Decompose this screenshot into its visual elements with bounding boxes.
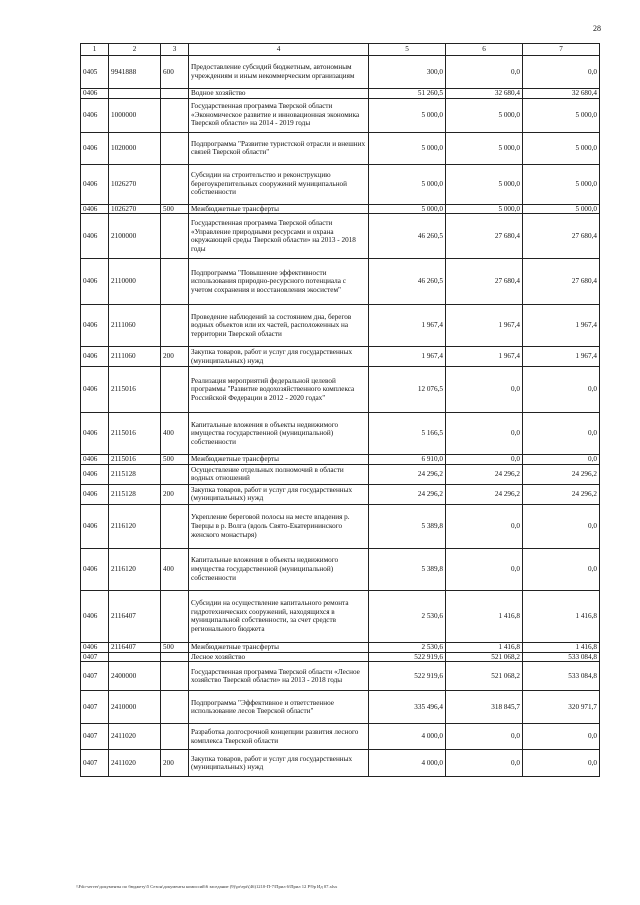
amount-year1-cell: 300,0 bbox=[369, 56, 446, 89]
target-article-cell: 2115128 bbox=[109, 484, 161, 504]
target-article-cell: 2115016 bbox=[109, 367, 161, 413]
amount-year2-cell: 27 680,4 bbox=[446, 214, 523, 259]
table-row bbox=[81, 464, 600, 484]
target-article-cell: 2115016 bbox=[109, 455, 161, 465]
amount-year2-cell: 24 296,2 bbox=[446, 484, 523, 504]
amount-year1-cell: 1 967,4 bbox=[369, 347, 446, 367]
target-article-cell: 2110000 bbox=[109, 259, 161, 305]
table-row bbox=[81, 164, 600, 204]
amount-year2-cell: 0,0 bbox=[446, 367, 523, 413]
amount-year3-cell: 24 296,2 bbox=[523, 464, 600, 484]
amount-year1-cell: 335 496,4 bbox=[369, 691, 446, 724]
section-code-cell: 0405 bbox=[81, 56, 109, 89]
table-row bbox=[81, 56, 600, 89]
amount-year3-cell: 0,0 bbox=[523, 548, 600, 590]
expense-type-cell bbox=[161, 214, 189, 259]
target-article-cell bbox=[109, 89, 161, 99]
amount-year1-cell: 522 919,6 bbox=[369, 652, 446, 662]
amount-year2-cell: 1 416,8 bbox=[446, 590, 523, 642]
section-code-cell: 0406 bbox=[81, 367, 109, 413]
target-article-cell: 2410000 bbox=[109, 691, 161, 724]
target-article-cell: 1020000 bbox=[109, 132, 161, 164]
target-article-cell: 2115016 bbox=[109, 413, 161, 455]
section-code-cell: 0406 bbox=[81, 89, 109, 99]
expense-type-cell bbox=[161, 652, 189, 662]
target-article-cell: 2111060 bbox=[109, 305, 161, 347]
expense-type-cell bbox=[161, 724, 189, 750]
expense-type-cell: 200 bbox=[161, 750, 189, 777]
amount-year3-cell: 0,0 bbox=[523, 367, 600, 413]
table-row bbox=[81, 750, 600, 777]
table-row bbox=[81, 413, 600, 455]
amount-year2-cell: 27 680,4 bbox=[446, 259, 523, 305]
amount-year2-cell: 0,0 bbox=[446, 56, 523, 89]
page-number: 28 bbox=[593, 24, 601, 33]
amount-year3-cell: 24 296,2 bbox=[523, 484, 600, 504]
item-name-cell: Закупка товаров, работ и услуг для государственных (муниципальных) нужд bbox=[189, 750, 369, 777]
item-name-cell: Государственная программа Тверской области «Лесное хозяйство Тверской области» на 2013 - 2018 годы bbox=[189, 662, 369, 691]
table-row bbox=[81, 724, 600, 750]
amount-year1-cell: 1 967,4 bbox=[369, 305, 446, 347]
expense-type-cell: 600 bbox=[161, 56, 189, 89]
table-row bbox=[81, 98, 600, 132]
amount-year2-cell: 0,0 bbox=[446, 548, 523, 590]
expense-type-cell: 200 bbox=[161, 484, 189, 504]
section-code-cell: 0407 bbox=[81, 724, 109, 750]
expense-type-cell: 500 bbox=[161, 204, 189, 214]
amount-year3-cell: 32 680,4 bbox=[523, 89, 600, 99]
section-code-cell: 0406 bbox=[81, 164, 109, 204]
amount-year1-cell: 4 000,0 bbox=[369, 750, 446, 777]
amount-year1-cell: 4 000,0 bbox=[369, 724, 446, 750]
amount-year3-cell: 1 416,8 bbox=[523, 642, 600, 652]
target-article-cell: 2100000 bbox=[109, 214, 161, 259]
target-article-cell: 1026270 bbox=[109, 164, 161, 204]
column-header: 3 bbox=[161, 44, 189, 56]
target-article-cell: 2116407 bbox=[109, 642, 161, 652]
section-code-cell: 0406 bbox=[81, 464, 109, 484]
item-name-cell: Закупка товаров, работ и услуг для государственных (муниципальных) нужд bbox=[189, 347, 369, 367]
amount-year1-cell: 5 389,8 bbox=[369, 504, 446, 548]
amount-year3-cell: 5 000,0 bbox=[523, 98, 600, 132]
amount-year1-cell: 5 000,0 bbox=[369, 132, 446, 164]
table-row bbox=[81, 455, 600, 465]
table-row bbox=[81, 484, 600, 504]
item-name-cell: Межбюджетные трансферты bbox=[189, 204, 369, 214]
target-article-cell: 2116120 bbox=[109, 504, 161, 548]
amount-year3-cell: 0,0 bbox=[523, 724, 600, 750]
item-name-cell: Подпрограмма "Повышение эффективности использования природно-ресурсного потенциала с учетом сохранения и восстановления экосистем" bbox=[189, 259, 369, 305]
item-name-cell: Закупка товаров, работ и услуг для государственных (муниципальных) нужд bbox=[189, 484, 369, 504]
amount-year1-cell: 5 000,0 bbox=[369, 164, 446, 204]
table-row bbox=[81, 662, 600, 691]
amount-year2-cell: 1 416,8 bbox=[446, 642, 523, 652]
target-article-cell: 9941888 bbox=[109, 56, 161, 89]
table-row bbox=[81, 259, 600, 305]
amount-year3-cell: 533 084,8 bbox=[523, 662, 600, 691]
amount-year1-cell: 5 000,0 bbox=[369, 204, 446, 214]
section-code-cell: 0406 bbox=[81, 204, 109, 214]
amount-year2-cell: 0,0 bbox=[446, 413, 523, 455]
amount-year3-cell: 5 000,0 bbox=[523, 204, 600, 214]
expense-type-cell bbox=[161, 367, 189, 413]
table-row bbox=[81, 652, 600, 662]
amount-year1-cell: 5 166,5 bbox=[369, 413, 446, 455]
section-code-cell: 0406 bbox=[81, 548, 109, 590]
table-row bbox=[81, 214, 600, 259]
target-article-cell: 2411020 bbox=[109, 750, 161, 777]
amount-year1-cell: 6 910,0 bbox=[369, 455, 446, 465]
amount-year1-cell: 522 919,6 bbox=[369, 662, 446, 691]
amount-year3-cell: 0,0 bbox=[523, 750, 600, 777]
section-code-cell: 0406 bbox=[81, 305, 109, 347]
section-code-cell: 0406 bbox=[81, 98, 109, 132]
expense-type-cell bbox=[161, 662, 189, 691]
section-code-cell: 0407 bbox=[81, 662, 109, 691]
amount-year2-cell: 5 000,0 bbox=[446, 164, 523, 204]
item-name-cell: Межбюджетные трансферты bbox=[189, 642, 369, 652]
expense-type-cell: 500 bbox=[161, 455, 189, 465]
item-name-cell: Субсидии на строительство и реконструкцию берегоукрепительных сооружений муниципальной собственности bbox=[189, 164, 369, 204]
target-article-cell bbox=[109, 652, 161, 662]
expense-type-cell bbox=[161, 590, 189, 642]
expense-type-cell: 400 bbox=[161, 413, 189, 455]
amount-year2-cell: 0,0 bbox=[446, 455, 523, 465]
table-row bbox=[81, 642, 600, 652]
file-path-footer: \\Fdo-server\документы по бюджету\5 Сезон\документы комиссий\6 заседание (9)\pr\ept\(46)1210-П-7\Прил 6\Прил 12 Р\9р Ид 07.xlsx bbox=[76, 884, 338, 889]
section-code-cell: 0407 bbox=[81, 691, 109, 724]
section-code-cell: 0406 bbox=[81, 642, 109, 652]
column-header: 5 bbox=[369, 44, 446, 56]
item-name-cell: Проведение наблюдений за состоянием дна, берегов водных объектов или их частей, расположенных на территории Тверской области bbox=[189, 305, 369, 347]
amount-year2-cell: 5 000,0 bbox=[446, 132, 523, 164]
target-article-cell: 2111060 bbox=[109, 347, 161, 367]
section-code-cell: 0407 bbox=[81, 652, 109, 662]
amount-year3-cell: 5 000,0 bbox=[523, 164, 600, 204]
target-article-cell: 2115128 bbox=[109, 464, 161, 484]
expense-type-cell bbox=[161, 259, 189, 305]
amount-year2-cell: 521 068,2 bbox=[446, 662, 523, 691]
amount-year1-cell: 24 296,2 bbox=[369, 484, 446, 504]
amount-year3-cell: 27 680,4 bbox=[523, 214, 600, 259]
item-name-cell: Государственная программа Тверской области «Управление природными ресурсами и охрана окружающей среды Тверской области» на 2013 - 2018 годы bbox=[189, 214, 369, 259]
expense-type-cell bbox=[161, 132, 189, 164]
section-code-cell: 0406 bbox=[81, 347, 109, 367]
amount-year2-cell: 521 068,2 bbox=[446, 652, 523, 662]
target-article-cell: 1026270 bbox=[109, 204, 161, 214]
amount-year2-cell: 1 967,4 bbox=[446, 347, 523, 367]
amount-year3-cell: 0,0 bbox=[523, 413, 600, 455]
amount-year3-cell: 533 084,8 bbox=[523, 652, 600, 662]
amount-year2-cell: 24 296,2 bbox=[446, 464, 523, 484]
item-name-cell: Капитальные вложения в объекты недвижимого имущества государственной (муниципальной) собственности bbox=[189, 548, 369, 590]
expense-type-cell: 200 bbox=[161, 347, 189, 367]
section-code-cell: 0406 bbox=[81, 132, 109, 164]
table-header-row bbox=[81, 44, 600, 56]
amount-year3-cell: 1 967,4 bbox=[523, 347, 600, 367]
budget-table bbox=[80, 43, 600, 777]
table-row bbox=[81, 548, 600, 590]
target-article-cell: 2116120 bbox=[109, 548, 161, 590]
amount-year3-cell: 1 416,8 bbox=[523, 590, 600, 642]
table-row bbox=[81, 132, 600, 164]
amount-year3-cell: 0,0 bbox=[523, 455, 600, 465]
table-row bbox=[81, 504, 600, 548]
target-article-cell: 2411020 bbox=[109, 724, 161, 750]
section-code-cell: 0406 bbox=[81, 484, 109, 504]
expense-type-cell bbox=[161, 98, 189, 132]
section-code-cell: 0406 bbox=[81, 413, 109, 455]
amount-year1-cell: 46 260,5 bbox=[369, 214, 446, 259]
amount-year3-cell: 0,0 bbox=[523, 56, 600, 89]
item-name-cell: Государственная программа Тверской области «Экономическое развитие и инновационная экономика Тверской области» на 2014 - 2019 годы bbox=[189, 98, 369, 132]
item-name-cell: Лесное хозяйство bbox=[189, 652, 369, 662]
table-row bbox=[81, 89, 600, 99]
table-row bbox=[81, 204, 600, 214]
item-name-cell: Подпрограмма "Развитие туристской отрасли и внешних связей Тверской области" bbox=[189, 132, 369, 164]
amount-year2-cell: 5 000,0 bbox=[446, 204, 523, 214]
amount-year1-cell: 51 260,5 bbox=[369, 89, 446, 99]
section-code-cell: 0406 bbox=[81, 504, 109, 548]
amount-year1-cell: 46 260,5 bbox=[369, 259, 446, 305]
column-header: 2 bbox=[109, 44, 161, 56]
column-header: 6 bbox=[446, 44, 523, 56]
expense-type-cell bbox=[161, 504, 189, 548]
item-name-cell: Субсидии на осуществление капитального ремонта гидротехнических сооружений, находящихся в муниципальной собственности, за счет средств регионального бюджета bbox=[189, 590, 369, 642]
expense-type-cell bbox=[161, 305, 189, 347]
amount-year1-cell: 5 389,8 bbox=[369, 548, 446, 590]
column-header: 1 bbox=[81, 44, 109, 56]
target-article-cell: 2400000 bbox=[109, 662, 161, 691]
item-name-cell: Предоставление субсидий бюджетным, автономным учреждениям и иным некоммерческим организациям bbox=[189, 56, 369, 89]
amount-year2-cell: 0,0 bbox=[446, 750, 523, 777]
expense-type-cell: 500 bbox=[161, 642, 189, 652]
item-name-cell: Разработка долгосрочной концепции развития лесного комплекса Тверской области bbox=[189, 724, 369, 750]
column-header: 7 bbox=[523, 44, 600, 56]
expense-type-cell bbox=[161, 464, 189, 484]
table-row bbox=[81, 367, 600, 413]
item-name-cell: Укрепление береговой полосы на месте впадения р. Тверцы в р. Волга (вдоль Свято-Екатерининского женского монастыря) bbox=[189, 504, 369, 548]
amount-year2-cell: 32 680,4 bbox=[446, 89, 523, 99]
item-name-cell: Подпрограмма "Эффективное и ответственное использование лесов Тверской области" bbox=[189, 691, 369, 724]
section-code-cell: 0406 bbox=[81, 259, 109, 305]
section-code-cell: 0406 bbox=[81, 455, 109, 465]
section-code-cell: 0407 bbox=[81, 750, 109, 777]
amount-year2-cell: 318 845,7 bbox=[446, 691, 523, 724]
table-row bbox=[81, 691, 600, 724]
amount-year2-cell: 1 967,4 bbox=[446, 305, 523, 347]
expense-type-cell bbox=[161, 691, 189, 724]
amount-year1-cell: 2 530,6 bbox=[369, 590, 446, 642]
target-article-cell: 1000000 bbox=[109, 98, 161, 132]
amount-year2-cell: 0,0 bbox=[446, 504, 523, 548]
amount-year1-cell: 5 000,0 bbox=[369, 98, 446, 132]
expense-type-cell: 400 bbox=[161, 548, 189, 590]
amount-year1-cell: 2 530,6 bbox=[369, 642, 446, 652]
column-header: 4 bbox=[189, 44, 369, 56]
item-name-cell: Осуществление отдельных полномочий в области водных отношений bbox=[189, 464, 369, 484]
target-article-cell: 2116407 bbox=[109, 590, 161, 642]
table-row bbox=[81, 590, 600, 642]
section-code-cell: 0406 bbox=[81, 214, 109, 259]
amount-year3-cell: 5 000,0 bbox=[523, 132, 600, 164]
amount-year3-cell: 0,0 bbox=[523, 504, 600, 548]
amount-year2-cell: 5 000,0 bbox=[446, 98, 523, 132]
amount-year2-cell: 0,0 bbox=[446, 724, 523, 750]
expense-type-cell bbox=[161, 89, 189, 99]
item-name-cell: Межбюджетные трансферты bbox=[189, 455, 369, 465]
item-name-cell: Капитальные вложения в объекты недвижимого имущества государственной (муниципальной) собственности bbox=[189, 413, 369, 455]
amount-year1-cell: 24 296,2 bbox=[369, 464, 446, 484]
expense-type-cell bbox=[161, 164, 189, 204]
amount-year1-cell: 12 076,5 bbox=[369, 367, 446, 413]
item-name-cell: Водное хозяйство bbox=[189, 89, 369, 99]
amount-year3-cell: 27 680,4 bbox=[523, 259, 600, 305]
item-name-cell: Реализация мероприятий федеральной целевой программы "Развитие водохозяйственного комплекса Российской Федерации в 2012 - 2020 годах" bbox=[189, 367, 369, 413]
table-row bbox=[81, 347, 600, 367]
section-code-cell: 0406 bbox=[81, 590, 109, 642]
table-row bbox=[81, 305, 600, 347]
amount-year3-cell: 1 967,4 bbox=[523, 305, 600, 347]
amount-year3-cell: 320 971,7 bbox=[523, 691, 600, 724]
